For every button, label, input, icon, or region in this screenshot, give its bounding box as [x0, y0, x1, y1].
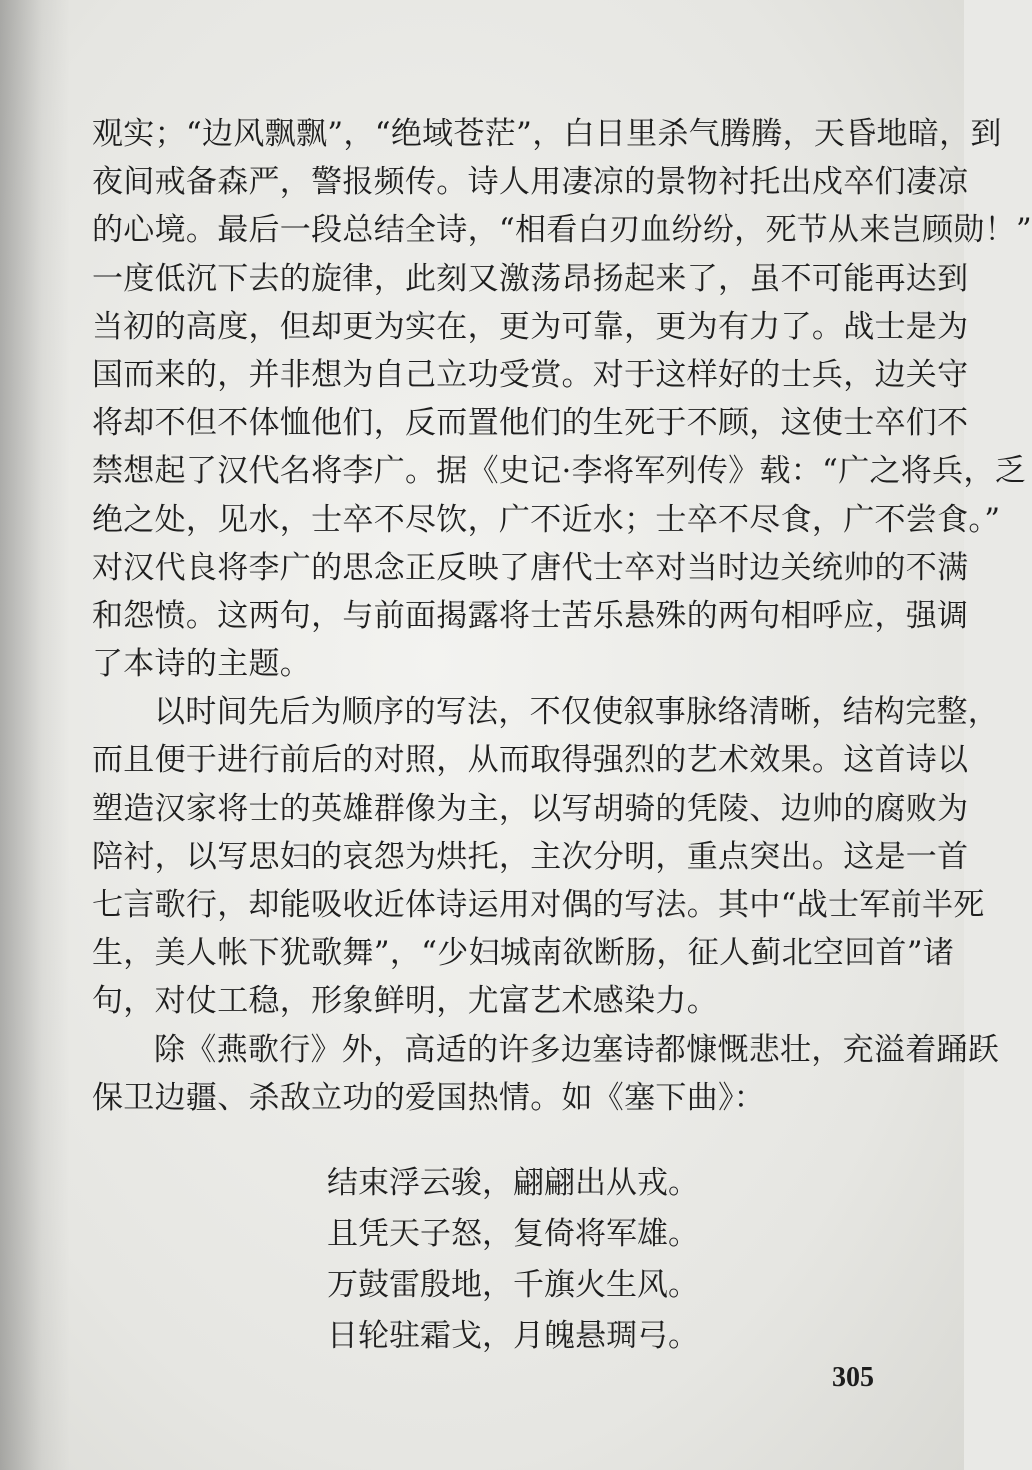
text-line: 的心境。最后一段总结全诗，“相看白刃血纷纷，死节从来岂顾勋！”: [92, 212, 1032, 249]
poem-line: 日轮驻霜戈，月魄悬琱弓。: [327, 1318, 699, 1354]
text-line: 观实；“边风飘飘”，“绝域苍茫”，白日里杀气腾腾，天昏地暗，到: [92, 116, 1002, 152]
poem-line: 结束浮云骏，翩翩出从戎。: [327, 1165, 699, 1201]
text-line: 陪衬，以写思妇的哀怨为烘托，主次分明，重点突出。这是一首: [92, 838, 969, 875]
body-text: [92, 110, 1032, 1122]
poem-line: 万鼓雷殷地，千旗火生风。: [327, 1267, 699, 1303]
text-line: 夜间戒备森严，警报频传。诗人用凄凉的景物衬托出戍卒们凄凉: [92, 164, 969, 201]
text-line: 当初的高度，但却更为实在，更为可靠，更为有力了。战士是为: [92, 308, 969, 345]
text-line: 以时间先后为顺序的写法，不仅使叙事脉络清晰，结构完整，: [154, 694, 1000, 731]
page-number: 305: [832, 1362, 874, 1393]
text-line: 保卫边疆、杀敌立功的爱国热情。如《塞下曲》：: [92, 1079, 766, 1116]
binding-shadow: [0, 0, 70, 1470]
text-line: 国而来的，并非想为自己立功受赏。对于这样好的士兵，边关守: [92, 356, 969, 393]
text-line: 了本诗的主题。: [92, 646, 312, 683]
text-line: 除《燕歌行》外，高适的许多边塞诗都慷慨悲壮，充溢着踊跃: [154, 1031, 1000, 1068]
poem-line: 且凭天子怒，复倚将军雄。: [327, 1216, 699, 1252]
text-line: 对汉代良将李广的思念正反映了唐代士卒对当时边关统帅的不满: [92, 549, 969, 586]
text-line: 生，美人帐下犹歌舞”，“少妇城南欲断肠，征人蓟北空回首”诸: [92, 935, 955, 972]
text-line: 禁想起了汉代名将李广。据《史记·李将军列传》载：“广之将兵，乏: [92, 453, 1026, 490]
text-line: 七言歌行，却能吸收近体诗运用对偶的写法。其中“战士军前半死: [92, 887, 985, 923]
text-line: 绝之处，见水，士卒不尽饮，广不近水；士卒不尽食，广不尝食。”: [92, 501, 1001, 538]
text-line: 将却不但不体恤他们，反而置他们的生死于不顾，这使士卒们不: [92, 405, 969, 442]
text-line: 一度低沉下去的旋律，此刻又激荡昂扬起来了，虽不可能再达到: [92, 260, 969, 297]
text-line: 和怨愤。这两句，与前面揭露将士苦乐悬殊的两句相呼应，强调: [92, 597, 969, 634]
text-line: 而且便于进行前后的对照，从而取得强烈的艺术效果。这首诗以: [92, 742, 969, 779]
text-line: 句，对仗工稳，形象鲜明，尤富艺术感染力。: [92, 983, 718, 1020]
poem-quote: [327, 1158, 699, 1362]
text-line: 塑造汉家将士的英雄群像为主，以写胡骑的凭陵、边帅的腐败为: [92, 790, 969, 827]
